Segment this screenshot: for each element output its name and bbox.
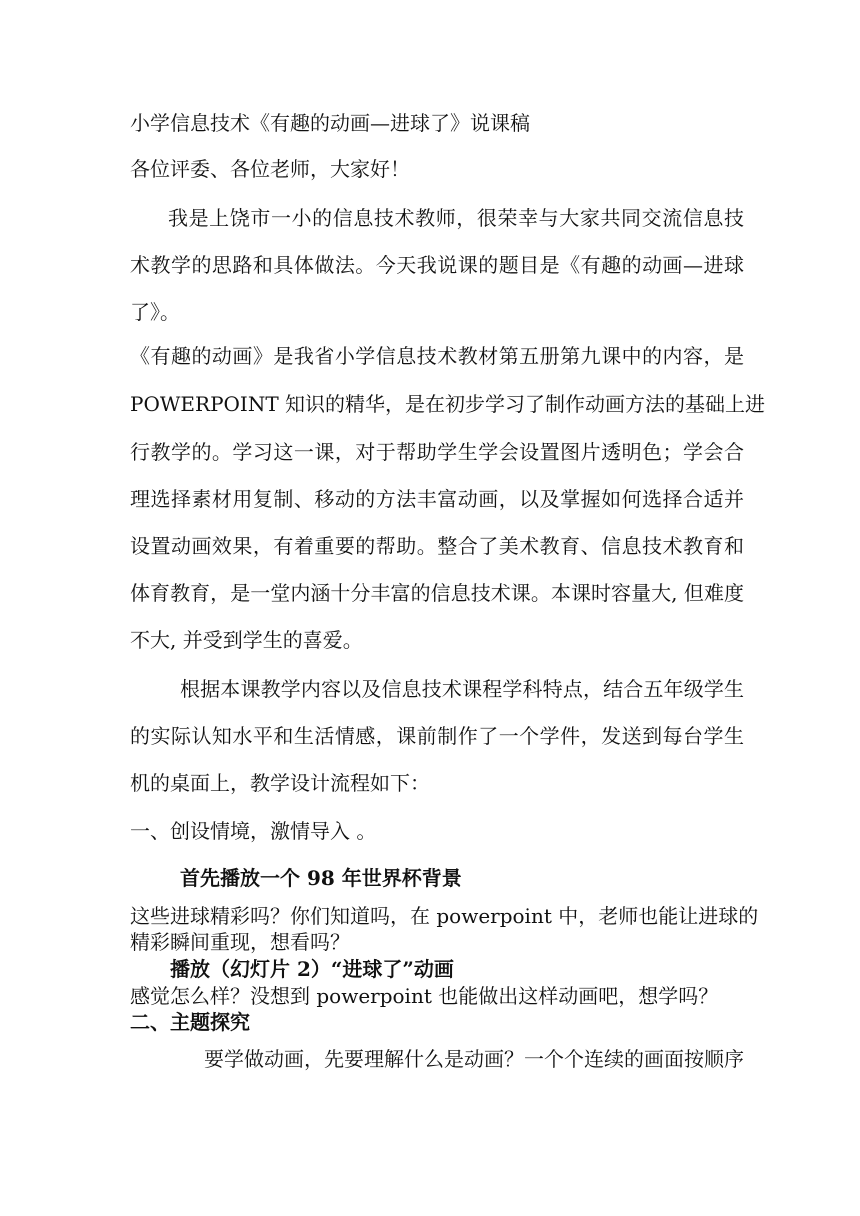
section-1-question-line-1: 这些进球精彩吗？你们知道吗，在 powerpoint 中，老师也能让进球的 (130, 904, 759, 928)
section-1-play-animation: 播放（幻灯片 2）“进球了”动画 (170, 957, 454, 981)
intro-line-1: 我是上饶市一小的信息技术教师，很荣幸与大家共同交流信息技 (168, 206, 744, 230)
section-1-heading: 一、创设情境，激情导入 。 (130, 819, 377, 843)
intro-line-2: 术教学的思路和具体做法。今天我说课的题目是《有趣的动画—进球 (130, 253, 744, 277)
design-intro-line-3: 机的桌面上，教学设计流程如下： (130, 771, 430, 795)
section-2-text: 要学做动画，先要理解什么是动画？一个个连续的画面按顺序 (204, 1047, 744, 1071)
greeting-line: 各位评委、各位老师，大家好！ (130, 157, 410, 181)
section-1-feedback: 感觉怎么样？没想到 powerpoint 也能做出这样动画吧，想学吗？ (130, 984, 719, 1008)
section-1-play-background: 首先播放一个 98 年世界杯背景 (180, 866, 462, 890)
intro-line-3: 了》。 (130, 300, 180, 324)
lesson-description-line-4: 理选择素材用复制、移动的方法丰富动画，以及掌握如何选择合适并 (130, 487, 744, 511)
lesson-description-line-7: 不大, 并受到学生的喜爱。 (130, 628, 363, 652)
lesson-description-line-5: 设置动画效果，有着重要的帮助。整合了美术教育、信息技术教育和 (130, 534, 744, 558)
lesson-description-line-6: 体育教育，是一堂内涵十分丰富的信息技术课。本课时容量大, 但难度 (130, 581, 744, 605)
lesson-description-line-1: 《有趣的动画》是我省小学信息技术教材第五册第九课中的内容，是 (130, 344, 744, 368)
lesson-description-line-2: POWERPOINT 知识的精华，是在初步学习了制作动画方法的基础上进 (130, 392, 766, 416)
document-title: 小学信息技术《有趣的动画—进球了》说课稿 (130, 111, 530, 135)
lesson-description-line-3: 行教学的。学习这一课，对于帮助学生学会设置图片透明色；学会合 (130, 440, 744, 464)
section-1-question-line-2: 精彩瞬间重现，想看吗？ (130, 930, 350, 954)
design-intro-line-1: 根据本课教学内容以及信息技术课程学科特点，结合五年级学生 (180, 677, 744, 701)
design-intro-line-2: 的实际认知水平和生活情感，课前制作了一个学件，发送到每台学生 (130, 724, 744, 748)
section-2-heading: 二、主题探究 (130, 1010, 250, 1034)
